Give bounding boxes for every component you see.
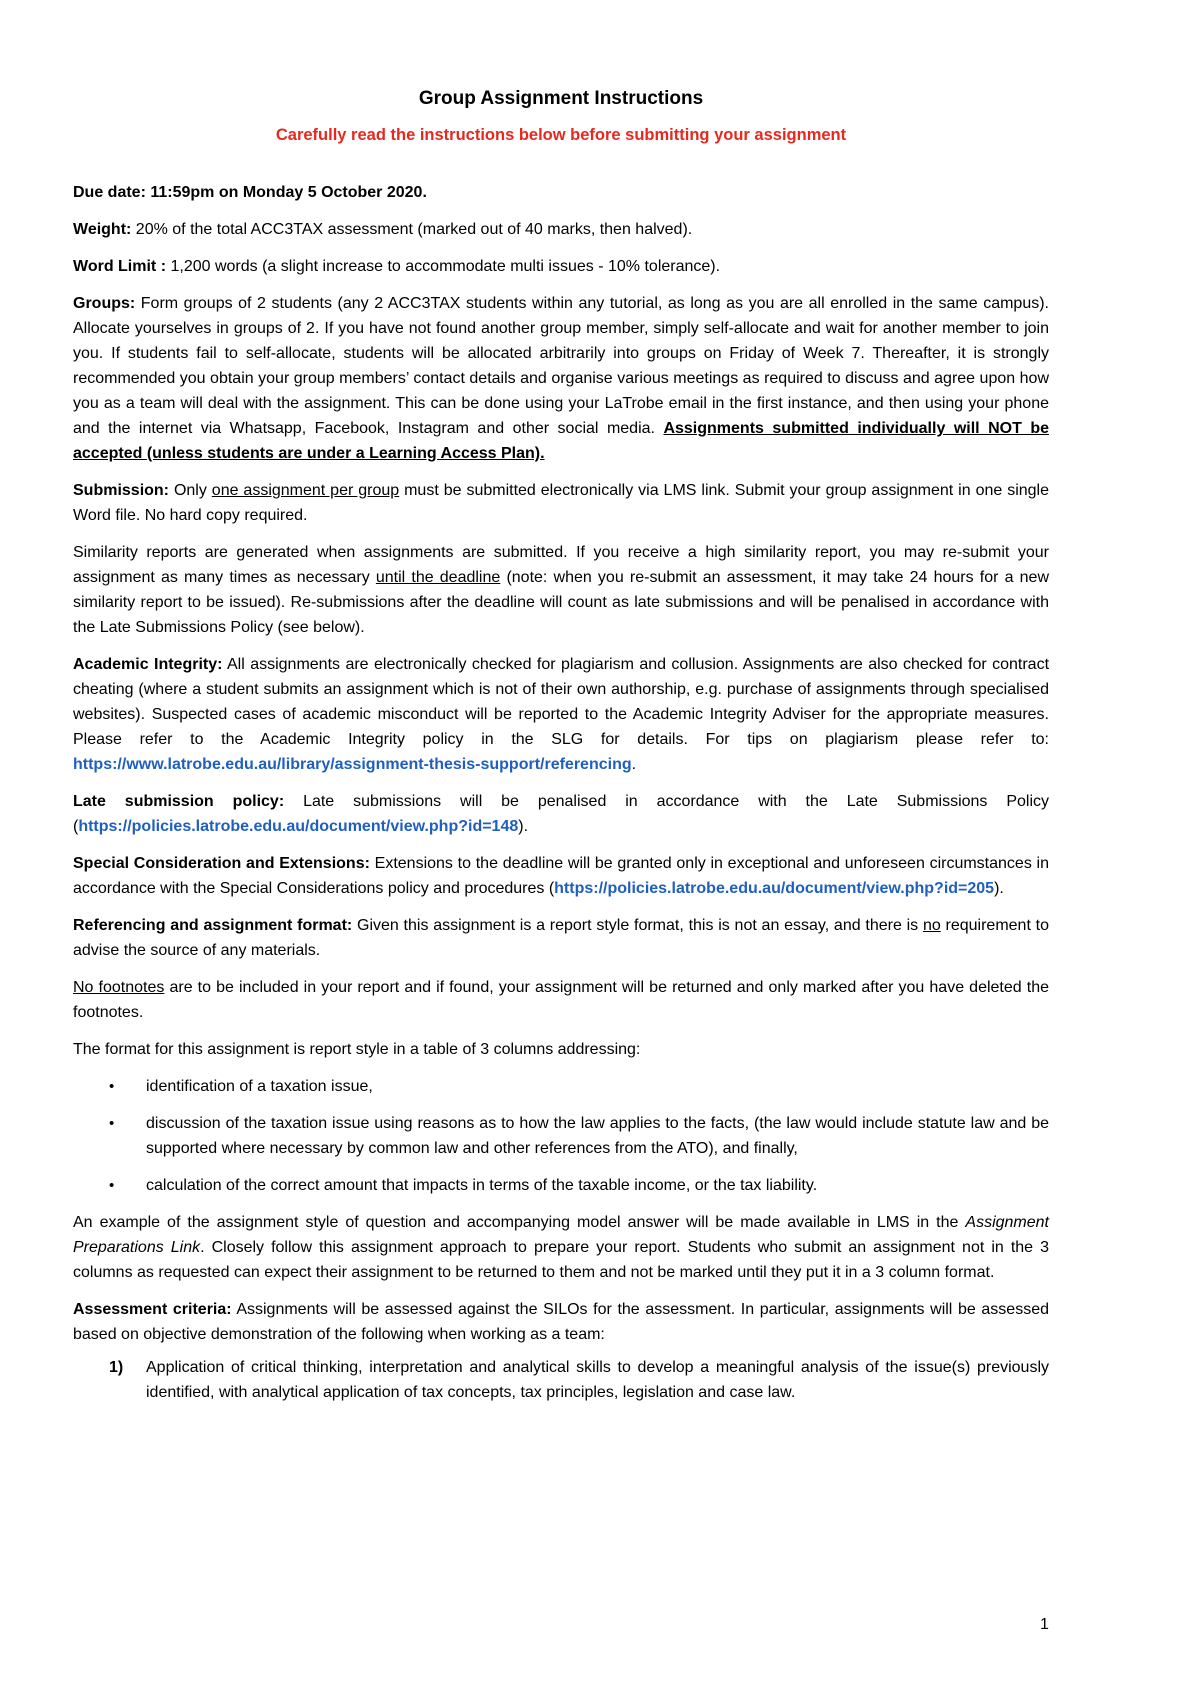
example-paragraph: [73, 1210, 1049, 1285]
format-intro: The format for this assignment is report style in a table of 3 columns addressing:: [73, 1041, 641, 1058]
criteria-label: Assessment criteria:: [73, 1301, 232, 1318]
footnotes-text: are to be included in your report and if found, your assignment will be returned and only marked after you have deleted the footnotes.: [73, 979, 1049, 1021]
special-post: ).: [994, 880, 1004, 897]
late-label: Late submission policy:: [73, 793, 285, 810]
footnotes-underline: No footnotes: [73, 979, 165, 996]
special-text: Extensions to the deadline will be granted only in exceptional and unforeseen circumstances in accordance with the Special Considerations policy and procedures (: [73, 855, 1050, 897]
example-pre: An example of the assignment style of question and accompanying model answer will be made available in LMS in the: [73, 1214, 966, 1231]
referencing-post: requirement to advise the source of any materials.: [73, 917, 1049, 959]
submission-paragraph: [73, 478, 1049, 528]
integrity-post: .: [631, 756, 637, 773]
late-paragraph: [73, 789, 1049, 839]
late-post: ).: [518, 818, 529, 835]
weight-paragraph: [73, 217, 1049, 242]
list-item-text: discussion of the taxation issue using reasons as to how the law applies to the facts, (the law would include statute law and be supported where necessary by common law and other references from the ATO), and finally,: [146, 1115, 1049, 1157]
late-text: Late submissions will be penalised in accordance with the Late Submissions Policy (: [73, 793, 1050, 835]
submission-post: must be submitted electronically via LMS link. Submit your group assignment in one single Word file. No hard copy required.: [73, 482, 1049, 524]
list-item: [73, 1355, 1049, 1405]
list-item: [73, 1111, 1049, 1161]
groups-emphasis: Assignments submitted individually will NOT be accepted (unless students are under a Learning Access Plan).: [73, 420, 1049, 462]
special-policy-link[interactable]: https://policies.latrobe.edu.au/document/view.php?id=205: [554, 880, 995, 897]
referencing-paragraph: [73, 913, 1049, 963]
word-limit-label: Word Limit :: [73, 258, 167, 275]
due-date-text: 11:59pm on Monday 5 October 2020.: [145, 184, 427, 201]
special-label: Special Consideration and Extensions:: [73, 855, 370, 872]
submission-pre: Only: [169, 482, 212, 499]
groups-paragraph: [73, 291, 1049, 466]
word-limit-paragraph: [73, 254, 1049, 279]
weight-text: 20% of the total ACC3TAX assessment (marked out of 40 marks, then halved).: [131, 221, 693, 238]
bullet-icon: •: [109, 1078, 115, 1095]
similarity-paragraph: [73, 540, 1049, 640]
referencing-underline: no: [922, 917, 941, 934]
similarity-underline: until the deadline: [375, 569, 501, 586]
groups-text: Form groups of 2 students (any 2 ACC3TAX students within any tutorial, as long as you are all enrolled in the same campus). Allocate yourselves in groups of 2. If you have not found another group member, simply self-allocate and wait for another member to join you. If students fail to self-allocate, students will be allocated arbitrarily into groups on Friday of Week 7. Thereafter, it is strongly recommended you obtain your group members’ contact details and organise various meetings as required to discuss and agree upon how you as a team will deal with the assignment. This can be done using your LaTrobe email in the first instance, and then using your phone and the internet via Whatsapp, Facebook, Instagram and other social media.: [73, 295, 1049, 437]
document-title: Group Assignment Instructions: [418, 88, 704, 109]
format-bullet-list: [73, 1074, 1049, 1198]
groups-label: Groups:: [73, 295, 136, 312]
footnotes-paragraph: [73, 975, 1049, 1025]
similarity-pre: Similarity reports are generated when assignments are submitted. If you receive a high similarity report, you may re-submit your assignment as many times as necessary: [73, 544, 1049, 586]
bullet-icon: •: [109, 1115, 115, 1132]
criteria-item-text: Application of critical thinking, interpretation and analytical skills to develop a meaningful analysis of the issue(s) previously identified, with analytical application of tax concepts, tax principles, legislation and case law.: [146, 1359, 1049, 1401]
submission-underline: one assignment per group: [211, 482, 400, 499]
referencing-link[interactable]: https://www.latrobe.edu.au/library/assignment-thesis-support/referencing: [73, 756, 632, 773]
list-item: [73, 1074, 1049, 1099]
example-italic: Assignment Preparations Link: [73, 1214, 1049, 1256]
weight-label: Weight:: [73, 221, 132, 238]
word-limit-text: 1,200 words (a slight increase to accommodate multi issues - 10% tolerance).: [166, 258, 721, 275]
criteria-list: [73, 1355, 1049, 1405]
integrity-paragraph: [73, 652, 1049, 777]
bullet-icon: •: [109, 1177, 115, 1194]
criteria-text: Assignments will be assessed against the SILOs for the assessment. In particular, assignments will be assessed based on objective demonstration of the following when working as a team:: [73, 1301, 1049, 1343]
document-content: [73, 86, 1049, 1405]
list-item-text: calculation of the correct amount that impacts in terms of the taxable income, or the tax liability.: [146, 1177, 818, 1194]
list-item: [73, 1173, 1049, 1198]
integrity-label: Academic Integrity:: [73, 656, 223, 673]
example-post: . Closely follow this assignment approach to prepare your report. Students who submit an assignment not in the 3 columns as requested can expect their assignment to be returned to them and not be marked until they put it in a 3 column format.: [73, 1239, 1049, 1281]
list-item-text: identification of a taxation issue,: [146, 1078, 373, 1095]
due-date-label: Due date:: [73, 184, 146, 201]
late-policy-link[interactable]: https://policies.latrobe.edu.au/document/view.php?id=148: [78, 818, 519, 835]
integrity-text: All assignments are electronically checked for plagiarism and collusion. Assignments are also checked for contract cheating (where a student submits an assignment which is not of their own authorship, e.g. purchase of assignments through specialised websites). Suspected cases of academic misconduct will be reported to the Academic Integrity Adviser for the appropriate measures. Please refer to the Academic Integrity policy in the SLG for details. For tips on plagiarism please refer to:: [73, 656, 1050, 748]
page-number: 1: [1040, 1616, 1049, 1633]
due-date-paragraph: [73, 180, 1049, 205]
criteria-number: 1): [109, 1359, 124, 1376]
referencing-label: Referencing and assignment format:: [73, 917, 353, 934]
criteria-paragraph: [73, 1297, 1049, 1347]
referencing-text: Given this assignment is a report style format, this is not an essay, and there is: [352, 917, 923, 934]
special-paragraph: [73, 851, 1049, 901]
similarity-post: (note: when you re-submit an assessment, it may take 24 hours for a new similarity report to be issued). Re-submissions after the deadline will count as late submissions and will be penalised in accordance with the Late Submissions Policy (see below).: [73, 569, 1049, 636]
document-subtitle: Carefully read the instructions below before submitting your assignment: [275, 126, 847, 144]
submission-label: Submission:: [73, 482, 170, 499]
